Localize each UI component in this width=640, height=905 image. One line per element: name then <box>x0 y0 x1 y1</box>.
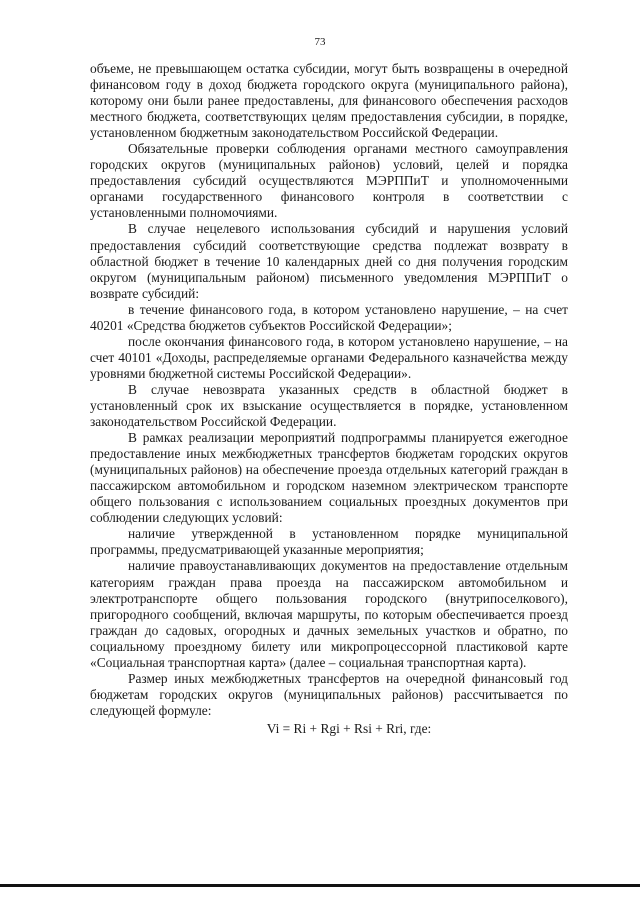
paragraph-account-40201: в течение финансового года, в котором установлено нарушение, – на счет 40201 «Средства бюджетов субъектов Российской Федерации»; <box>90 301 568 333</box>
paragraph-transfer-size: Размер иных межбюджетных трансфертов на очередной финансовый год бюджетам городских округов (муниципальных районов) рассчитывается по следующей формуле: <box>90 670 568 718</box>
document-body <box>90 61 568 737</box>
paragraph-misuse-return: В случае нецелевого использования субсидий и нарушения условий предоставления субсидий соответствующие средства подлежат возврату в областной бюджет в течение 10 календарных дней со дня получения городским округом (муниципальным районом) письменного уведомления МЭРППиТ о возврате субсидий: <box>90 221 568 301</box>
paragraph-condition-documents: наличие правоустанавливающих документов на предоставление отдельным категориям граждан права проезда на пассажирском автомобильном и электротранспорте общего пользования городского (внутрипоселкового), пригородного сообщений, включая маршруты, по которым обеспечивается проезд граждан до садовых, огородных и дачных земельных участков и обратно, по социальному проездному билету или микропроцессорной пластиковой карте «Социальная транспортная карта» (далее – социальная транспортная карта). <box>90 558 568 670</box>
paragraph-non-return: В случае невозврата указанных средств в областной бюджет в установленный срок их взыскание осуществляется в порядке, установленном законодательством Российской Федерации. <box>90 381 568 430</box>
paragraph-subsidy-remainder: объеме, не превышающем остатка субсидии, могут быть возвращены в очередной финансовом году в доход бюджета городского округа (муниципального района), которому они были ранее предоставлены, для финансового обеспечения расходов местного бюджета, соответствующих целям предоставления субсидии, в порядке, установленном бюджетным законодательством Российской Федерации. <box>90 61 568 141</box>
scan-border <box>0 884 640 887</box>
paragraph-transfers-plan: В рамках реализации мероприятий подпрограммы планируется ежегодное предоставление иных межбюджетных трансфертов бюджетам городских округов (муниципальных районов) на обеспечение проезда отдельных категорий граждан в пассажирском автомобильном и городском наземном электрическом транспорте общего пользования с использованием социальных проездных документов при соблюдении следующих условий: <box>90 430 568 526</box>
page-number: 73 <box>314 36 326 48</box>
formula: Vi = Ri + Rgi + Rsi + Rri, где: <box>266 720 432 736</box>
paragraph-account-40101: после окончания финансового года, в котором установлено нарушение, – на счет 40101 «Доходы, распределяемые органами Федерального казначейства между уровнями бюджетной системы Российской Федерации». <box>90 333 568 381</box>
paragraph-condition-program: наличие утвержденной в установленном порядке муниципальной программы, предусматривающей указанные мероприятия; <box>90 526 568 558</box>
paragraph-mandatory-checks: Обязательные проверки соблюдения органами местного самоуправления городских округов (муниципальных районов) условий, целей и порядка предоставления субсидий осуществляются МЭРППиТ и уполномоченными органами государственного финансового контроля в соответствии с установленными полномочиями. <box>90 141 568 221</box>
